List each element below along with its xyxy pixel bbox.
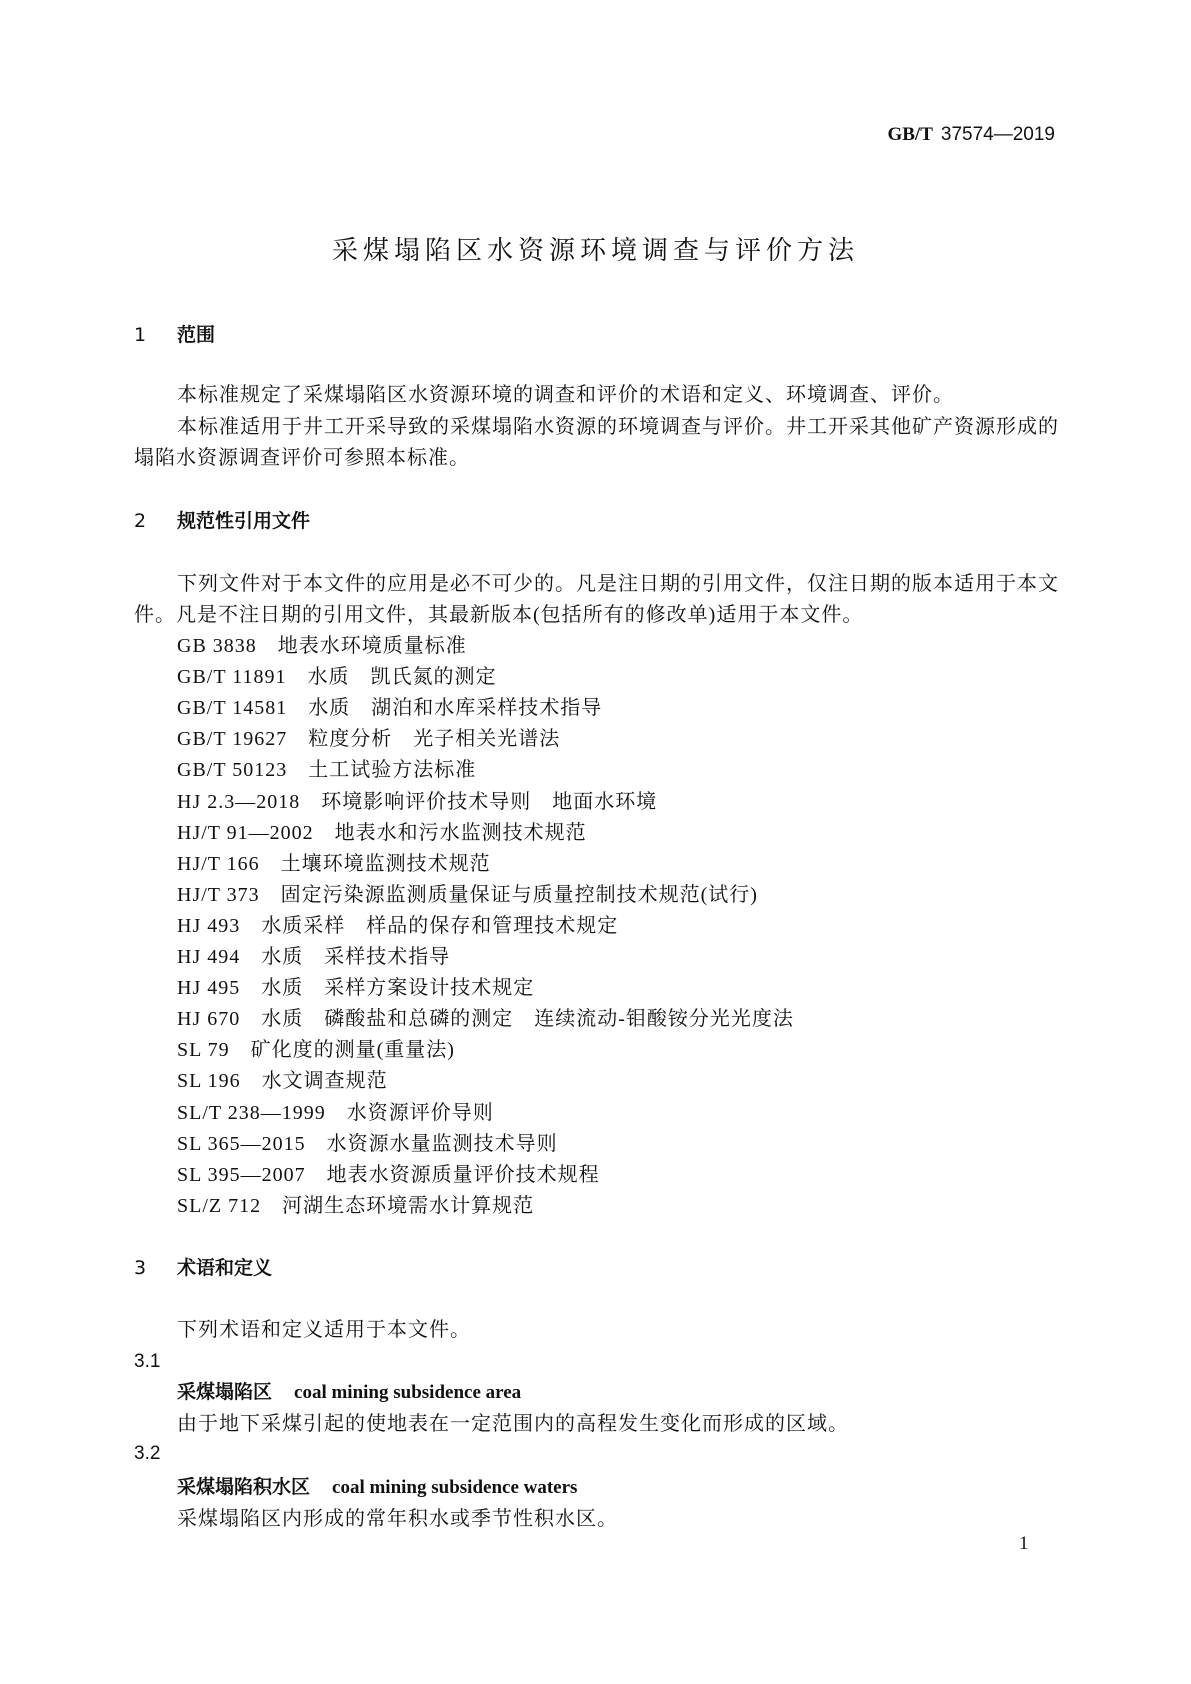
paragraph-line: 本标准适用于井工开采导致的采煤塌陷水资源的环境调查与评价。井工开采其他矿产资源形成的 — [177, 416, 1059, 438]
code-number: 37574—2019 — [940, 124, 1055, 145]
reference-item: GB/T 50123 土工试验方法标准 — [177, 759, 477, 782]
reference-item: HJ 493 水质采样 样品的保存和管理技术规定 — [177, 914, 619, 937]
reference-item: HJ/T 373 固定污染源监测质量保证与质量控制技术规范(试行) — [177, 883, 758, 906]
section-3-heading — [134, 1255, 272, 1281]
term-entry — [177, 1474, 577, 1500]
code-prefix: GB/T — [887, 124, 933, 145]
term-definition: 由于地下采煤引起的使地表在一定范围内的高程发生变化而形成的区域。 — [177, 1413, 849, 1435]
reference-item: GB 3838 地表水环境质量标准 — [177, 635, 467, 657]
reference-item: HJ 670 水质 磷酸盐和总磷的测定 连续流动-钼酸铵分光光度法 — [177, 1008, 794, 1031]
reference-item: GB/T 11891 水质 凯氏氮的测定 — [177, 666, 497, 689]
term-entry — [177, 1379, 521, 1405]
term-zh: 采煤塌陷积水区 — [177, 1476, 311, 1498]
reference-item: SL 395—2007 地表水资源质量评价技术规程 — [177, 1163, 600, 1186]
section-number: 3 — [134, 1257, 147, 1279]
term-en: coal mining subsidence area — [294, 1382, 522, 1403]
paragraph-line: 件。凡是不注日期的引用文件，其最新版本(包括所有的修改单)适用于本文件。 — [134, 604, 864, 626]
reference-item: HJ/T 91—2002 地表水和污水监测技术规范 — [177, 821, 587, 844]
paragraph-line: 下列术语和定义适用于本文件。 — [177, 1319, 471, 1341]
reference-item: HJ 495 水质 采样方案设计技术规定 — [177, 977, 535, 1000]
paragraph-line: 本标准规定了采煤塌陷区水资源环境的调查和评价的术语和定义、环境调查、评价。 — [177, 384, 954, 406]
page-number: 1 — [1019, 1533, 1029, 1554]
paragraph-line: 塌陷水资源调查评价可参照本标准。 — [134, 447, 470, 469]
term-definition: 采煤塌陷区内形成的常年积水或季节性积水区。 — [177, 1508, 618, 1530]
section-2-heading — [134, 508, 310, 534]
term-number: 3.1 — [134, 1351, 161, 1372]
reference-item: SL/T 238—1999 水资源评价导则 — [177, 1101, 494, 1124]
reference-item: HJ 494 水质 采样技术指导 — [177, 946, 451, 968]
reference-item: GB/T 19627 粒度分析 光子相关光谱法 — [177, 728, 561, 751]
reference-item: HJ 2.3—2018 环境影响评价技术导则 地面水环境 — [177, 790, 658, 813]
term-zh: 采煤塌陷区 — [177, 1381, 273, 1403]
standard-code — [887, 124, 1055, 146]
section-number: 1 — [134, 324, 147, 346]
term-number: 3.2 — [134, 1443, 161, 1464]
section-title: 术语和定义 — [177, 1257, 273, 1279]
reference-item: SL/Z 712 河湖生态环境需水计算规范 — [177, 1194, 535, 1217]
section-number: 2 — [134, 510, 147, 532]
reference-item: HJ/T 166 土壤环境监测技术规范 — [177, 852, 491, 875]
reference-item: SL 196 水文调查规范 — [177, 1070, 388, 1093]
reference-item: SL 365—2015 水资源水量监测技术导则 — [177, 1132, 558, 1155]
section-1-heading — [134, 322, 215, 348]
page-title: 采煤塌陷区水资源环境调查与评价方法 — [331, 236, 859, 266]
reference-item: GB/T 14581 水质 湖泊和水库采样技术指导 — [177, 697, 603, 720]
term-en: coal mining subsidence waters — [332, 1477, 578, 1498]
paragraph-line: 下列文件对于本文件的应用是必不可少的。凡是注日期的引用文件，仅注日期的版本适用于本文 — [177, 573, 1059, 595]
section-title: 规范性引用文件 — [177, 510, 311, 532]
section-title: 范围 — [177, 324, 216, 346]
reference-item: SL 79 矿化度的测量(重量法) — [177, 1039, 455, 1062]
